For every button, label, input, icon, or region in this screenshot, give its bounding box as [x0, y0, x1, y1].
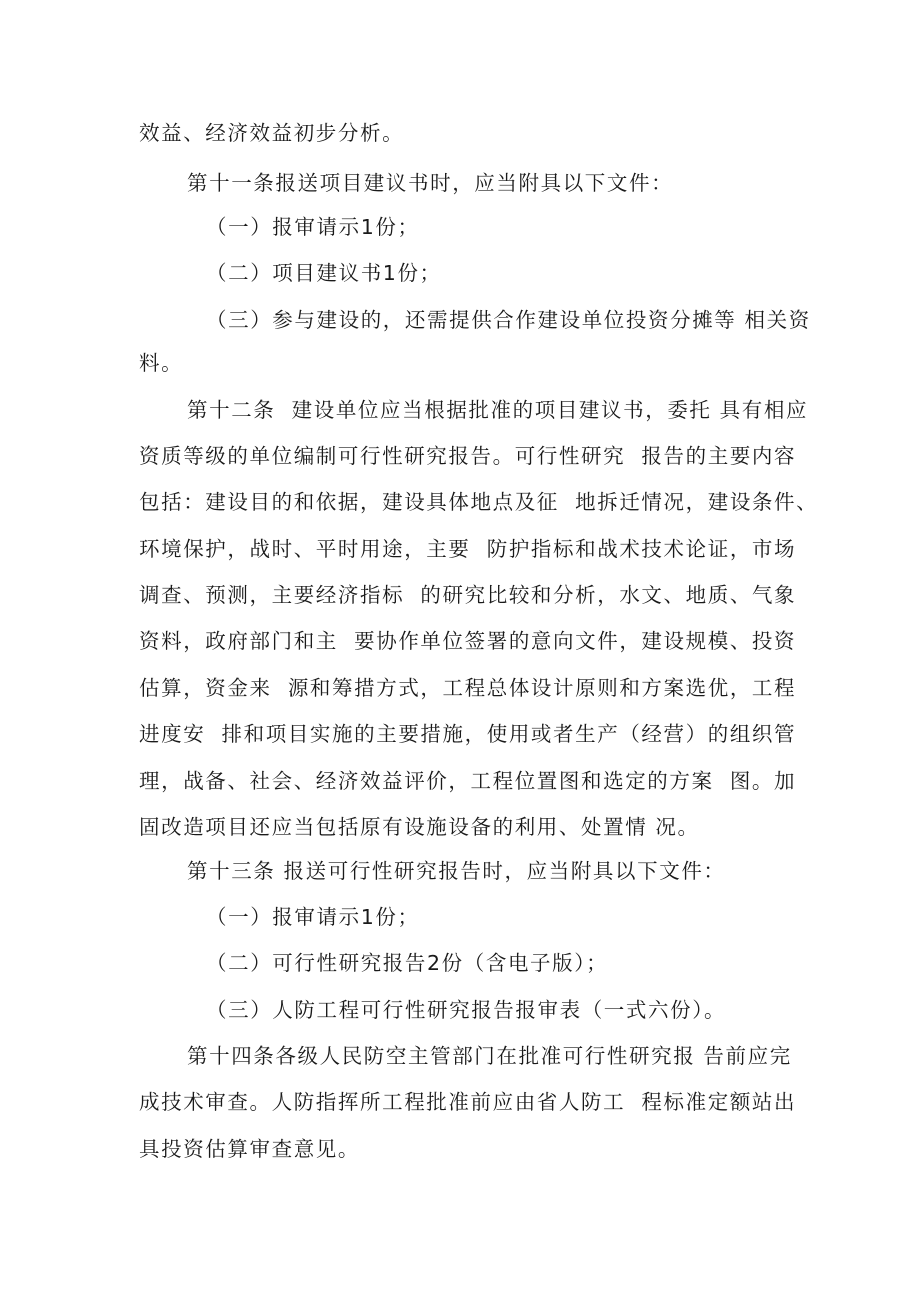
text-line: 理，战备、社会、经济效益评价，工程位置图和选定的方案 图。加: [139, 769, 797, 793]
text-line: 包括：建设目的和依据，建设具体地点及征 地拆迁情况，建设条件、: [139, 490, 819, 514]
text-line: 资质等级的单位编制可行性研究报告。可行性研究 报告的主要内容: [139, 444, 797, 468]
article-12-heading: 第十二条 建设单位应当根据批准的项目建议书，委托 具有相应: [187, 398, 809, 422]
text-line: 资料，政府部门和主 要协作单位签署的意向文件，建设规模、投资: [139, 629, 797, 653]
text-line: 成技术审查。人防指挥所工程批准前应由省人防工 程标准定额站出: [139, 1090, 797, 1114]
text-line: 效益、经济效益初步分析。: [139, 121, 405, 145]
text-line: 进度安 排和项目实施的主要措施，使用或者生产（经营）的组织管: [139, 722, 797, 746]
text-line: 具投资估算审查意见。: [139, 1137, 360, 1161]
article-11-heading: 第十一条报送项目建议书时，应当附具以下文件：: [187, 171, 674, 195]
list-item: （三）人防工程可行性研究报告报审表（一式六份）。: [206, 998, 727, 1022]
list-item: （一）报审请示1份；: [206, 215, 420, 239]
text-line: 环境保护，战时、平时用途，主要 防护指标和战术技术论证，市场: [139, 537, 797, 561]
list-item: （一）报审请示1份；: [206, 905, 420, 929]
list-item: （二）可行性研究报告2份（含电子版）；: [206, 951, 609, 975]
text-line: 固改造项目还应当包括原有设施设备的利用、处置情 况。: [139, 815, 700, 839]
article-14-heading: 第十四条各级人民防空主管部门在批准可行性研究报 告前应完: [187, 1044, 792, 1068]
text-line: 估算，资金来 源和筹措方式，工程总体设计原则和方案选优，工程: [139, 676, 797, 700]
list-item: （三）参与建设的，还需提供合作建设单位投资分摊等 相关资: [206, 308, 811, 332]
list-item: （二）项目建议书1份；: [206, 261, 442, 285]
text-line: 料。: [139, 351, 184, 375]
text-line: 调查、预测，主要经济指标 的研究比较和分析，水文、地质、气象: [139, 583, 797, 607]
article-13-heading: 第十三条 报送可行性研究报告时，应当附具以下文件：: [187, 859, 726, 883]
